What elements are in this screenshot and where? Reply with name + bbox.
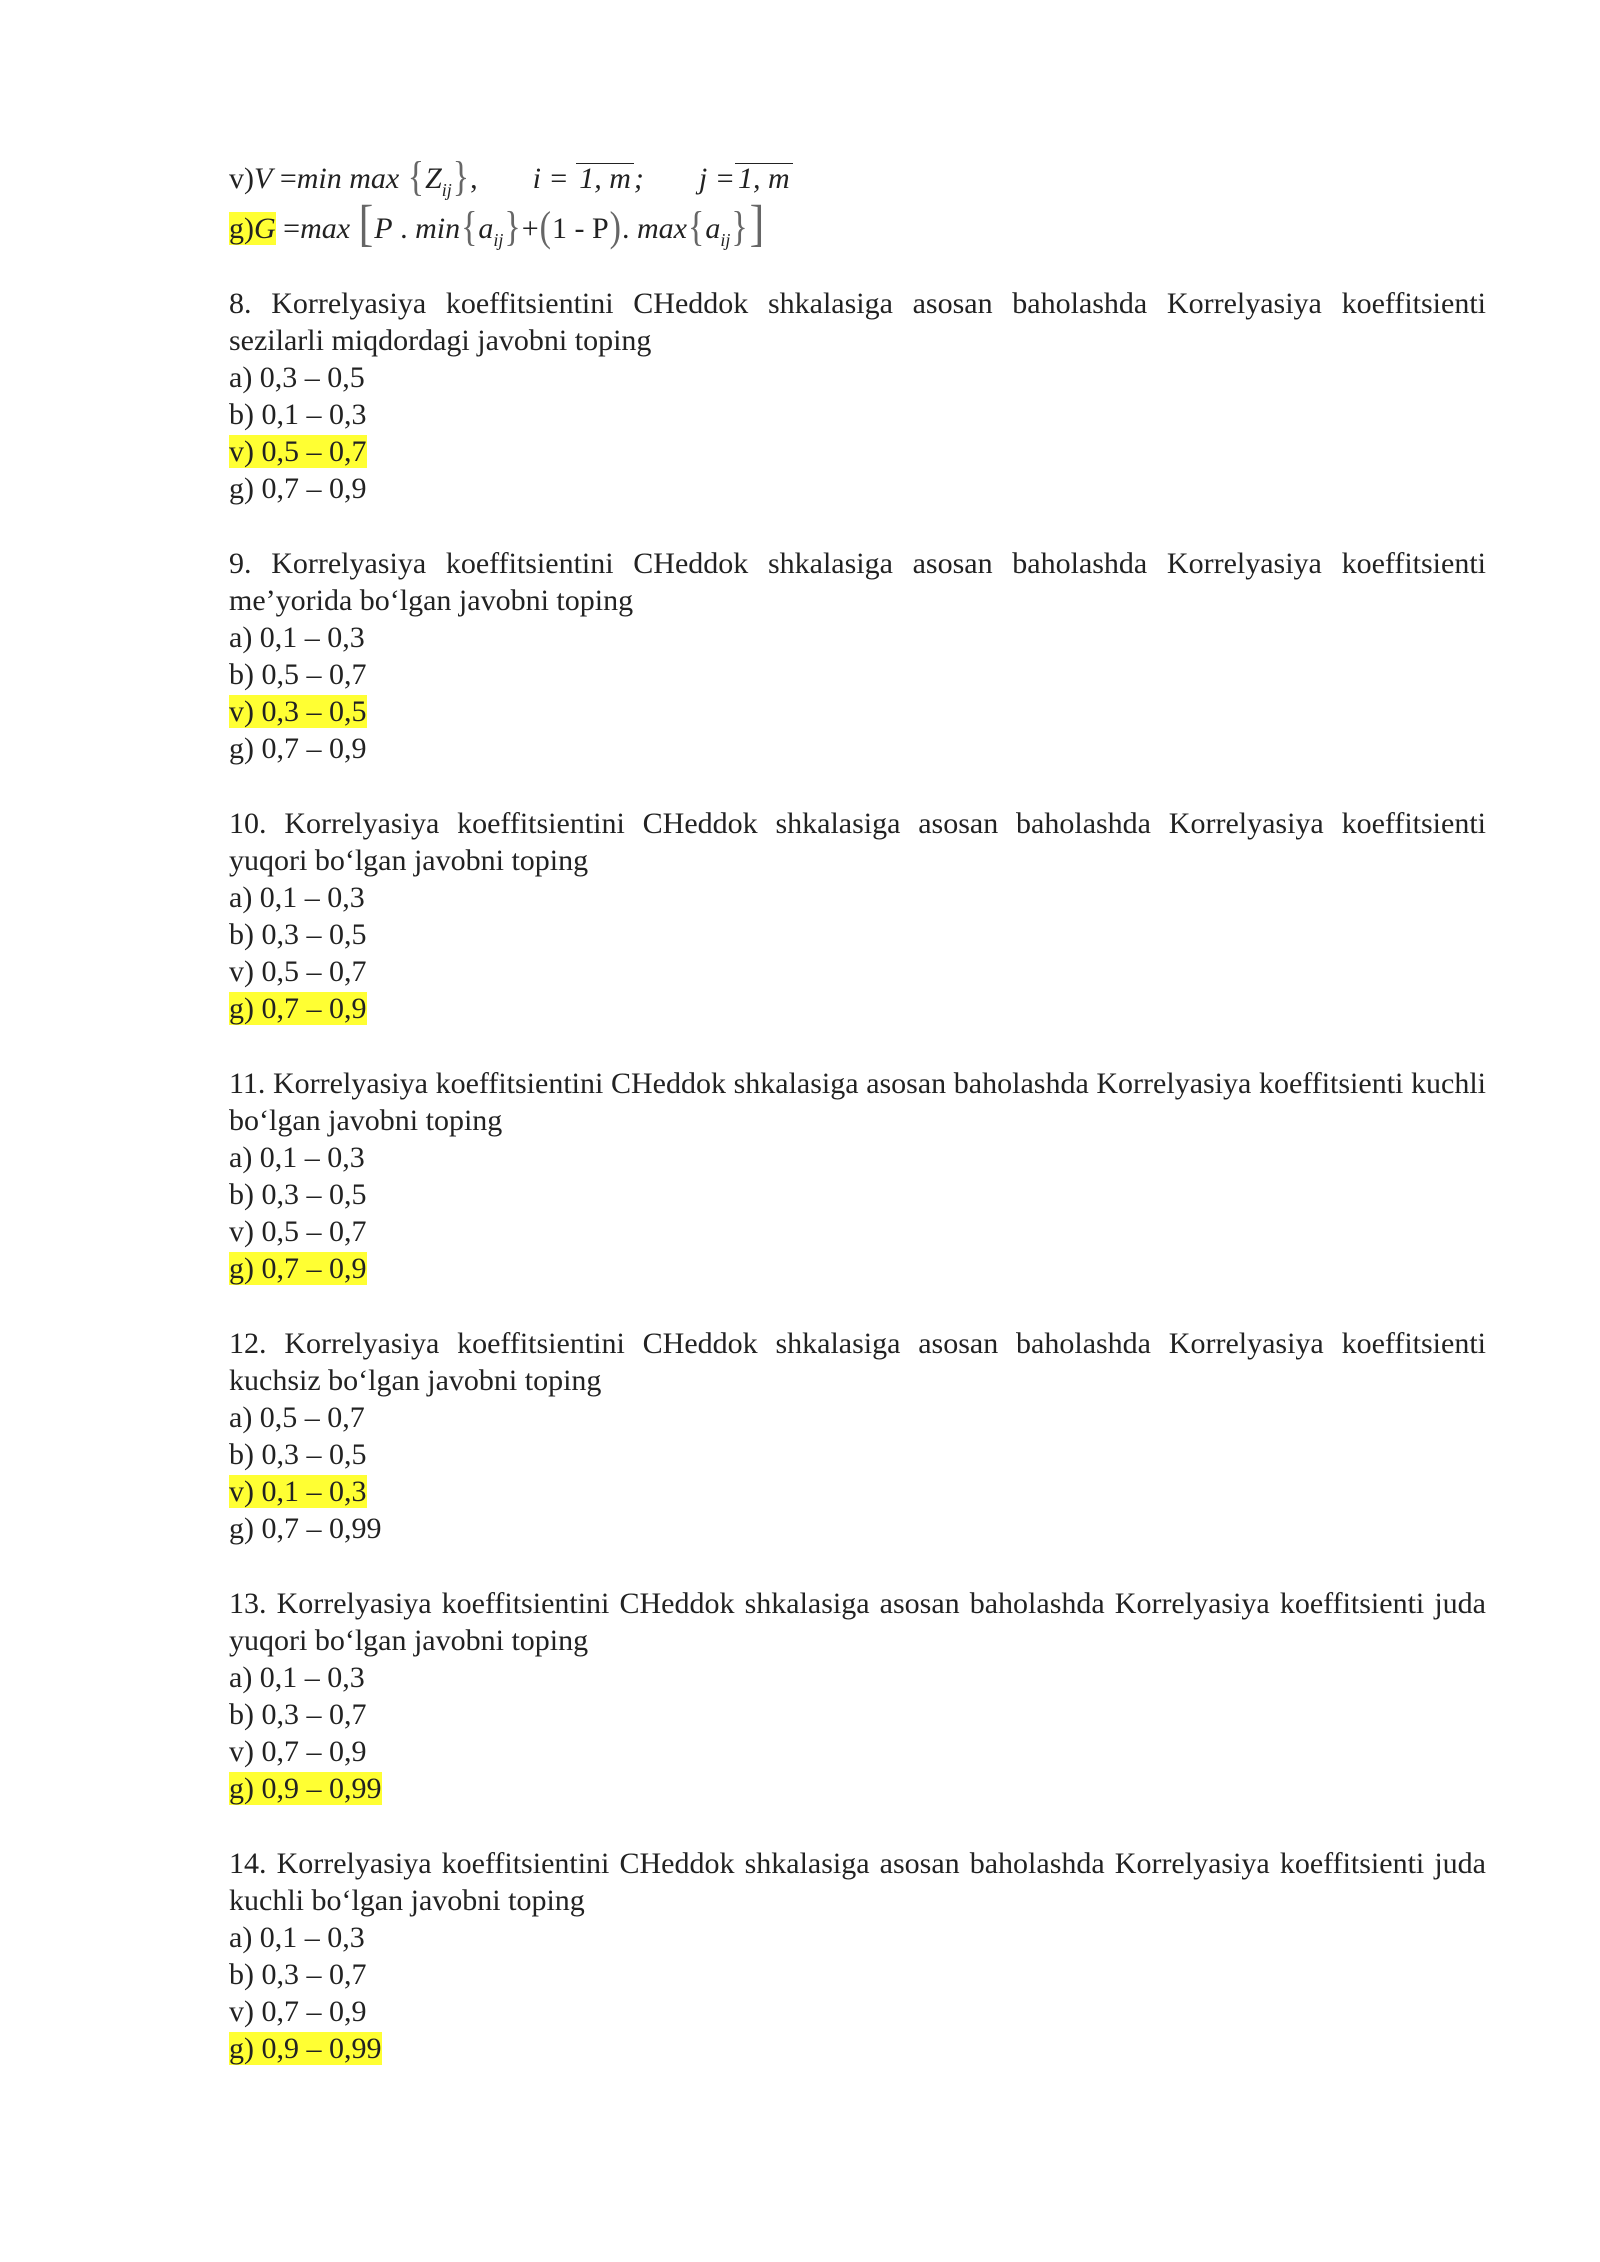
answer-option-label: b) 0,1 – 0,3 xyxy=(229,398,367,431)
left-brace-symbol: { xyxy=(461,204,478,251)
formula-g-plus: + xyxy=(521,212,539,245)
formula-g-max2: max xyxy=(637,212,687,245)
answer-option-label: b) 0,3 – 0,7 xyxy=(229,1958,367,1991)
answer-option-label: b) 0,5 – 0,7 xyxy=(229,658,367,691)
answer-option xyxy=(229,1436,1486,1473)
question-text: 13. Korrelyasiya koeffitsientini CHeddok shkalasiga asosan baholashda Korrelyasiya koeffitsienti juda yuqori bo‘lgan javobni toping xyxy=(229,1587,1486,1657)
answer-option-label: v) 0,7 – 0,9 xyxy=(229,1995,367,2028)
answer-option xyxy=(229,470,1486,507)
document-content xyxy=(229,155,1486,2067)
question-text: 10. Korrelyasiya koeffitsientini CHeddok shkalasiga asosan baholashda Korrelyasiya koeffitsienti yuqori bo‘lgan javobni toping xyxy=(229,807,1486,877)
answer-option-label: b) 0,3 – 0,7 xyxy=(229,1698,367,1731)
answer-option xyxy=(229,916,1486,953)
question-block xyxy=(229,805,1486,1027)
formula-g-dot1: . xyxy=(400,212,408,245)
answer-option xyxy=(229,1733,1486,1770)
question-block xyxy=(229,1585,1486,1807)
formula-g-dot2: . xyxy=(622,212,630,245)
question-text: 12. Korrelyasiya koeffitsientini CHeddok shkalasiga asosan baholashda Korrelyasiya koeffitsienti kuchsiz bo‘lgan javobni toping xyxy=(229,1327,1486,1397)
formula-g-sub2: ij xyxy=(720,230,731,250)
answer-option xyxy=(229,396,1486,433)
question-text: 14. Korrelyasiya koeffitsientini CHeddok shkalasiga asosan baholashda Korrelyasiya koeffitsienti juda kuchli bo‘lgan javobni toping xyxy=(229,1847,1486,1917)
answer-option xyxy=(229,1659,1486,1696)
formula-v-lhs: V xyxy=(254,162,273,195)
answer-option-label: a) 0,1 – 0,3 xyxy=(229,621,365,654)
formula-g-a1: a xyxy=(478,212,494,245)
formula-v-j-range: 1, m xyxy=(735,163,793,194)
formula-g-lhs: G xyxy=(254,212,276,245)
answer-option-label: b) 0,3 – 0,5 xyxy=(229,918,367,951)
question-list xyxy=(229,285,1486,2067)
right-brace-symbol: } xyxy=(504,204,521,251)
answer-option-label: g) 0,7 – 0,99 xyxy=(229,1512,382,1545)
left-brace-symbol: { xyxy=(407,154,425,201)
answer-option xyxy=(229,1213,1486,1250)
formula-v-j-part: j = xyxy=(698,162,735,195)
answer-option-label: b) 0,3 – 0,5 xyxy=(229,1438,367,1471)
left-bracket-symbol: [ xyxy=(358,195,374,252)
answer-option-label: a) 0,5 – 0,7 xyxy=(229,1401,365,1434)
answer-option xyxy=(229,1770,1486,1807)
answer-option-label: v) 0,5 – 0,7 xyxy=(229,955,367,988)
answer-option-label: g) 0,7 – 0,9 xyxy=(229,732,367,765)
formula-v-label: v) xyxy=(229,162,254,195)
formula-g-one-minus-p: 1 - P xyxy=(551,212,609,245)
formula-g-eq: = xyxy=(283,212,301,245)
formula-v-eq: = xyxy=(279,162,297,195)
formula-g-label-highlight xyxy=(229,212,276,245)
formula-g-label: g) xyxy=(229,212,254,245)
answer-option-label: a) 0,1 – 0,3 xyxy=(229,881,365,914)
answer-option-correct-label: v) 0,1 – 0,3 xyxy=(229,1475,367,1508)
answer-option xyxy=(229,1399,1486,1436)
answer-option xyxy=(229,990,1486,1027)
answer-option-label: a) 0,3 – 0,5 xyxy=(229,361,365,394)
answer-option xyxy=(229,1473,1486,1510)
answer-option-label: a) 0,1 – 0,3 xyxy=(229,1661,365,1694)
answer-option-label: v) 0,7 – 0,9 xyxy=(229,1735,367,1768)
answer-option-correct-label: g) 0,7 – 0,9 xyxy=(229,992,367,1025)
answer-option xyxy=(229,619,1486,656)
answer-option-correct-label: v) 0,3 – 0,5 xyxy=(229,695,367,728)
question-text: 11. Korrelyasiya koeffitsientini CHeddok shkalasiga asosan baholashda Korrelyasiya koeffitsienti kuchli bo‘lgan javobni toping xyxy=(229,1067,1486,1137)
answer-option-label: b) 0,3 – 0,5 xyxy=(229,1178,367,1211)
question-text: 8. Korrelyasiya koeffitsientini CHeddok shkalasiga asosan baholashda Korrelyasiya koeffitsienti sezilarli miqdordagi javobni toping xyxy=(229,287,1486,357)
answer-option xyxy=(229,359,1486,396)
formula-v xyxy=(229,155,1486,201)
formula-g-a2: a xyxy=(705,212,721,245)
answer-option xyxy=(229,953,1486,990)
answer-option xyxy=(229,1993,1486,2030)
right-bracket-symbol: ] xyxy=(749,195,765,252)
question-block xyxy=(229,545,1486,767)
formula-g-sub1: ij xyxy=(493,230,504,250)
answer-option-correct-label: v) 0,5 – 0,7 xyxy=(229,435,367,468)
answer-option xyxy=(229,2030,1486,2067)
answer-option xyxy=(229,1139,1486,1176)
answer-option xyxy=(229,1250,1486,1287)
answer-option xyxy=(229,1919,1486,1956)
answer-option-correct-label: g) 0,9 – 0,99 xyxy=(229,1772,382,1805)
formula-v-i-range: 1, m xyxy=(576,163,634,194)
right-brace-symbol: } xyxy=(452,154,470,201)
question-block xyxy=(229,1845,1486,2067)
answer-option-label: g) 0,7 – 0,9 xyxy=(229,472,367,505)
formula-v-var: Z xyxy=(425,162,442,195)
answer-option xyxy=(229,730,1486,767)
answer-option-correct-label: g) 0,9 – 0,99 xyxy=(229,2032,382,2065)
answer-option-label: a) 0,1 – 0,3 xyxy=(229,1141,365,1174)
answer-option-label: v) 0,5 – 0,7 xyxy=(229,1215,367,1248)
left-brace-symbol: { xyxy=(687,204,705,251)
formula-v-comma: , xyxy=(470,162,478,195)
answer-option-label: a) 0,1 – 0,3 xyxy=(229,1921,365,1954)
formula-g-min: min xyxy=(415,212,461,245)
formula-v-i-part: i = xyxy=(532,162,569,195)
answer-option xyxy=(229,656,1486,693)
answer-option xyxy=(229,693,1486,730)
answer-option xyxy=(229,1510,1486,1547)
question-block xyxy=(229,1065,1486,1287)
formula-v-sub: ij xyxy=(441,180,452,200)
answer-option xyxy=(229,1176,1486,1213)
right-brace-symbol: } xyxy=(731,204,748,251)
formula-g-p: P xyxy=(374,212,393,245)
answer-option xyxy=(229,1956,1486,1993)
formula-v-semicolon: ; xyxy=(633,162,644,195)
answer-option xyxy=(229,879,1486,916)
formula-v-ops: min max xyxy=(296,162,400,195)
formula-g-max1: max xyxy=(300,212,351,245)
right-paren-symbol: ) xyxy=(609,204,621,251)
formula-g xyxy=(229,195,1486,252)
question-text: 9. Korrelyasiya koeffitsientini CHeddok shkalasiga asosan baholashda Korrelyasiya koeffitsienti me’yorida bo‘lgan javobni toping xyxy=(229,547,1486,617)
question-block xyxy=(229,285,1486,507)
answer-option xyxy=(229,1696,1486,1733)
answer-option-correct-label: g) 0,7 – 0,9 xyxy=(229,1252,367,1285)
answer-option xyxy=(229,433,1486,470)
left-paren-symbol: ( xyxy=(539,204,551,251)
question-block xyxy=(229,1325,1486,1547)
